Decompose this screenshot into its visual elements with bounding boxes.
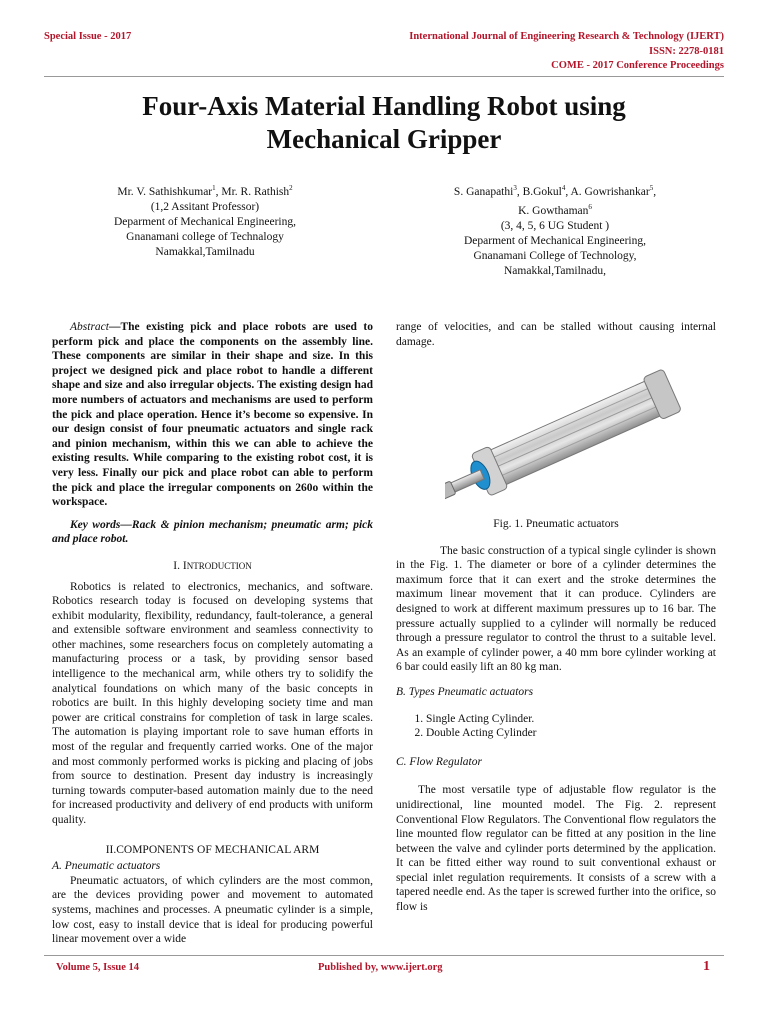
abstract [52, 320, 373, 510]
figure-1-caption: Fig. 1. Pneumatic actuators [493, 518, 619, 530]
author-place-left: Namakkal,Tamilnadu [155, 245, 255, 258]
special-issue-label: Special Issue - 2017 [44, 31, 132, 42]
subsection-b-heading: B. Types Pneumatic actuators [396, 685, 534, 698]
continued-text: range of velocities, and can be stalled without causing internal damage. [396, 321, 716, 348]
author-role-left: (1,2 Assitant Professor) [150, 200, 260, 213]
author-dept-left: Deparment of Mechanical Engineering, [113, 215, 296, 228]
author-names-right-2: K. Gowthaman$^6$ [518, 202, 592, 217]
author-names-left: Mr. V. Sathishkumar$^1$, Mr. R. Rathish$^2$ [117, 184, 293, 198]
list-item: 1. Single Acting Cylinder. [426, 712, 716, 727]
issn: ISSN: 2278-0181 [649, 46, 724, 57]
keywords-text: —Rack & pinion mechanism; pneumatic arm; pick and place robot. [52, 518, 373, 546]
abstract-label: Abstract [70, 321, 109, 333]
subsection-a-heading: A. Pneumatic actuators [52, 860, 161, 873]
journal-name: International Journal of Engineering Research & Technology (IJERT) [409, 31, 724, 42]
list-item: 2. Double Acting Cylinder [426, 726, 716, 741]
cylinder-paragraph: The basic construction of a typical single cylinder is shown in the Fig. 1. The diameter or bore of a cylinder determines the maximum force that it can exert and the stroke determines the maximum linear movement that it can produce. Cylinders are designed to work at different maximum pressures up to 16 bar. The pressure actually supplied to a cylinder will normally be reduced through a pressure regulator to control the thrust to a suitable level. As an example of cylinder power, a 40 mm bore cylinder working at 6 bar could easily lift an 80 kg man. [396, 544, 716, 674]
actuator-types-list [396, 712, 716, 741]
authors-right [415, 181, 695, 279]
authors-left [70, 181, 340, 260]
abstract-text: —The existing pick and place robots are used to perform pick and place the components on the assembly line. These components are similar in their shape and size. In this project we designed pick and place robot to handle a different shape and size and also irregular objects. The existing design had more numbers of actuators and mechanisms are used to perform the pick and place operation. Hence it’s become so expensive. In our design consist of four pneumatic actuators and single rack and pinion mechanism, within this we can able to achieve the existing results. While comparing to the existing robot cost, it is very less. Finally our pick and place robot can able to perform the pick and place the irregular components on 260o within the workspace. [52, 321, 373, 509]
intro-text: Robotics is related to electronics, mechanics, and software. Robotics research today is focused on developing systems that exhibit modularity, flexibility, redundancy, fault-tolerance, a general and extensible software environment and seamless connectivity to other machines, some researchers focus on completely automating a manufacturing process or a task, by providing sensor based intelligence to the mechanical arm, while others try to solidify the analytical foundations on which many of the basic concepts in robotics are built. In this highly developing society time and man power are critical constrains for completion of task in large scales. The automation is playing important role to save human efforts in most of the regular and frequently carried works. One of the major and most commonly performed works is picking and placing of jobs from source to destination. Present day industry is increasingly turning towards computer-based automation mainly due to the need for increased productivity and delivery of end products with uniform quality. [52, 580, 373, 826]
pneumatic-cylinder-image [445, 352, 705, 512]
flow-regulator-paragraph: The most versatile type of adjustable flow regulator is the unidirectional, line mounted model. The Fig. 2. represent Conventional Flow Regulators. The Conventional flow regulators the line mounted flow regulator can be fitted at any position in the line between the valve and cylinder ports determined by the application. It can be fitted either way round to suit conventional exhaust or special inlet regulation requirements. It consists of a screw with a tapered needle end. As the taper is screwed further into the orifice, so flow is [396, 784, 716, 914]
left-column [52, 320, 373, 947]
page-number: 1 [703, 959, 710, 974]
section-2-heading: II.COMPONENTS OF MECHANICAL ARM [105, 843, 320, 856]
title-line-1: Four-Axis Material Handling Robot using [142, 91, 626, 121]
author-place-right: Namakkal,Tamilnadu, [503, 264, 607, 277]
footer-rule [44, 955, 724, 956]
paper-title [44, 90, 724, 156]
right-column [396, 320, 716, 349]
keywords-label: Key words [70, 518, 121, 531]
author-role-right: (3, 4, 5, 6 UG Student ) [500, 219, 610, 232]
intro-heading: I. INTRODUCTION [173, 559, 252, 572]
author-dept-right: Deparment of Mechanical Engineering, [463, 234, 646, 247]
keywords [52, 518, 373, 547]
section-2-text: Pneumatic actuators, of which cylinders are the most common, are the devices providing power and movement to automated systems, machines and processes. A pneumatic cylinder is a simple, low cost, easy to install device that is ideal for producing powerful linear movement over a wide [52, 874, 373, 946]
author-college-left: Gnanamani college of Technalogy [126, 230, 284, 243]
right-column-lower [396, 517, 716, 915]
author-names-right-1: S. Ganapathi$^3$, B.Gokul$^4$, A. Gowrishankar$^5$, [453, 184, 657, 198]
subsection-c-heading: C. Flow Regulator [396, 755, 482, 768]
author-college-right: Gnanamani College of Technology, [473, 249, 637, 262]
proceedings: COME - 2017 Conference Proceedings [551, 60, 724, 71]
title-line-2: Mechanical Gripper [266, 124, 502, 154]
header-rule [44, 76, 724, 77]
volume-issue: Volume 5, Issue 14 [56, 962, 140, 973]
publisher: Published by, www.ijert.org [318, 962, 443, 973]
